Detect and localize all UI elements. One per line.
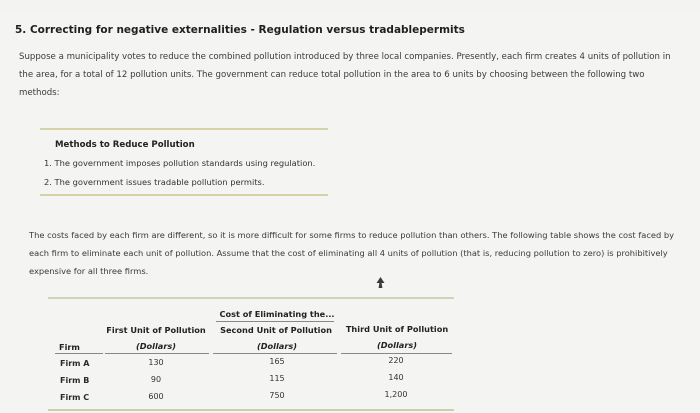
col-unit-second: (Dollars)	[257, 341, 297, 351]
group-header-underline	[216, 321, 334, 322]
firm-a-first-cost: 130	[148, 358, 164, 367]
col-second-underline	[213, 353, 337, 354]
firm-header-underline	[55, 353, 103, 354]
firm-c-third-cost: 1,200	[384, 390, 408, 399]
methods-top-rule	[40, 128, 328, 130]
methods-title: Methods to Reduce Pollution	[55, 140, 195, 150]
col-third-underline	[341, 353, 452, 354]
col-header-first: First Unit of Pollution	[106, 325, 206, 335]
firm-b-second-cost: 115	[269, 374, 285, 383]
cost-table	[48, 297, 454, 413]
firm-c-second-cost: 750	[269, 391, 285, 400]
firm-b-first-cost: 90	[150, 375, 162, 384]
table-top-rule	[48, 297, 454, 299]
question-heading: 5. Correcting for negative externalities - Regulation versus tradablepermits	[15, 24, 465, 36]
table-bottom-rule	[48, 409, 454, 411]
firm-c-first-cost: 600	[148, 392, 164, 401]
row-firm-c-label: Firm C	[60, 393, 90, 402]
cost-paragraph: The costs faced by each firm are different, so it is more difficult for some firms to reduce pollution than others. The following table shows the cost faced by each firm to eliminate each unit of pollution. Assume that the cost of eliminating all 4 units of pollution (that is, reducing pollution to zero) is prohibitively expensive for all three firms.	[29, 230, 675, 276]
col-header-third: Third Unit of Pollution	[345, 324, 449, 334]
method-item-1: 1. The government imposes pollution standards using regulation.	[44, 158, 316, 168]
col-unit-first: (Dollars)	[136, 341, 176, 351]
methods-bottom-rule	[40, 194, 328, 196]
col-header-second: Second Unit of Pollution	[220, 325, 332, 335]
top-strip	[0, 0, 700, 14]
col-first-underline	[105, 353, 209, 354]
row-firm-a-label: Firm A	[60, 359, 90, 368]
row-firm-b-label: Firm B	[60, 376, 90, 385]
group-header: Cost of Eliminating the...	[219, 309, 335, 319]
firm-header: Firm	[59, 342, 80, 352]
intro-paragraph: Suppose a municipality votes to reduce the combined pollution introduced by three local companies. Presently, each firm creates 4 units of pollution in the area, for a total of 12 pollution units. The government can reduce total pollution in the area to 6 units by choosing between the following two methods:	[19, 52, 671, 98]
method-item-2: 2. The government issues tradable pollution permits.	[44, 177, 265, 187]
col-unit-third: (Dollars)	[377, 340, 417, 350]
firm-a-third-cost: 220	[388, 356, 404, 365]
firm-a-second-cost: 165	[269, 357, 285, 366]
firm-b-third-cost: 140	[388, 373, 404, 382]
methods-box	[40, 126, 328, 198]
mouse-pointer-icon	[376, 277, 385, 289]
